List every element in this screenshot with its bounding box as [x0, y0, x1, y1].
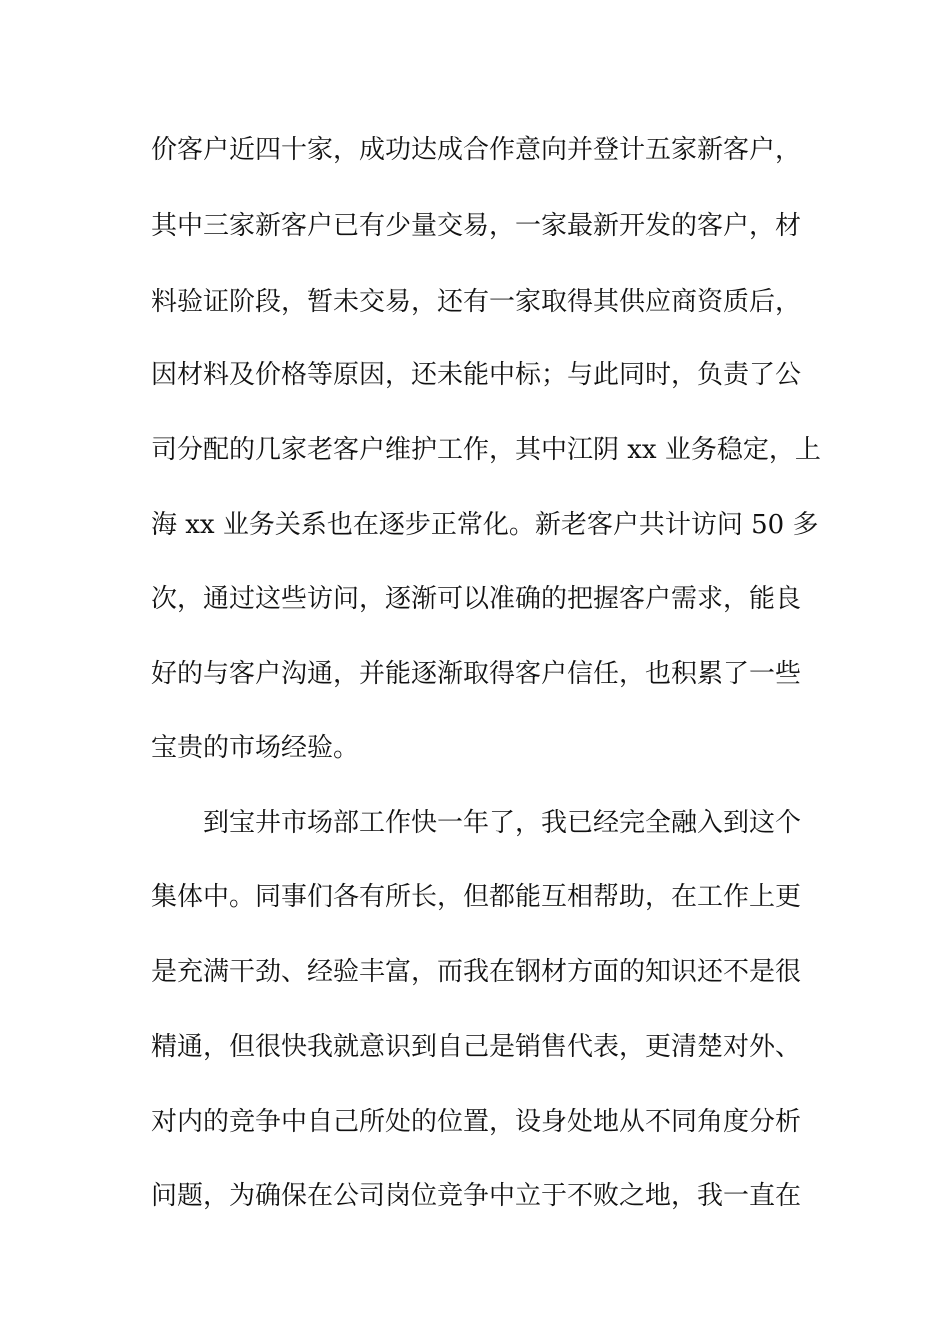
- text-line: 宝贵的市场经验。: [151, 733, 360, 763]
- text-line: 次，通过这些访问，逐渐可以准确的把握客户需求，能良: [151, 584, 802, 614]
- text-line: 其中三家新客户已有少量交易，一家最新开发的客户，材: [151, 211, 802, 241]
- text-line: 集体中。同事们各有所长，但都能互相帮助，在工作上更: [151, 882, 802, 912]
- paragraph-first-line: 到宝井市场部工作快一年了，我已经完全融入到这个: [203, 808, 802, 838]
- text-line: 司分配的几家老客户维护工作，其中江阴 xx 业务稳定，上: [151, 435, 821, 465]
- text-line: 问题，为确保在公司岗位竞争中立于不败之地，我一直在: [151, 1181, 802, 1211]
- text-line: 精通，但很快我就意识到自己是销售代表，更清楚对外、: [151, 1032, 802, 1062]
- text-line: 料验证阶段，暂未交易，还有一家取得其供应商资质后，: [151, 287, 802, 317]
- text-line: 因材料及价格等原因，还未能中标；与此同时，负责了公: [151, 360, 802, 390]
- text-line: 对内的竞争中自己所处的位置，设身处地从不同角度分析: [151, 1107, 802, 1137]
- text-line: 是充满干劲、经验丰富，而我在钢材方面的知识还不是很: [151, 957, 802, 987]
- text-line: 价客户近四十家，成功达成合作意向并登计五家新客户，: [151, 135, 802, 165]
- text-line: 好的与客户沟通，并能逐渐取得客户信任，也积累了一些: [151, 659, 802, 689]
- text-line: 海 xx 业务关系也在逐步正常化。新老客户共计访问 50 多: [151, 510, 819, 540]
